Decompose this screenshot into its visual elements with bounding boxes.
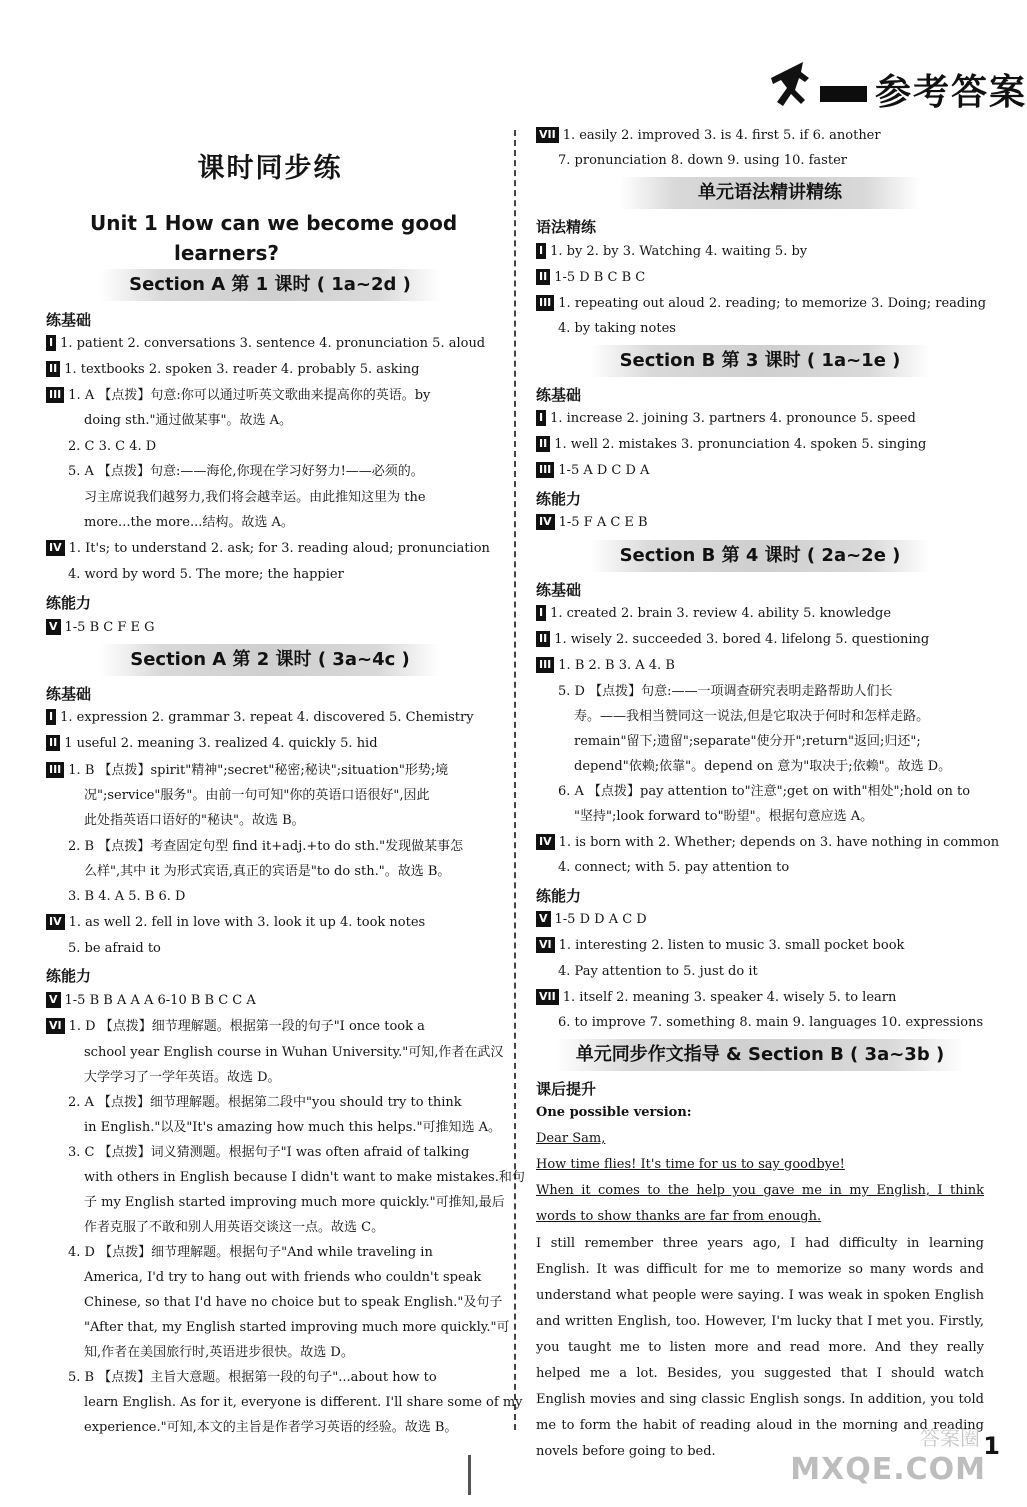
answer-line: 习主席说我们越努力,我们将会越幸运。由此推知这里为 the <box>84 490 426 505</box>
answer-line: 5. be afraid to <box>68 941 161 956</box>
subheading: 练能力 <box>46 967 92 985</box>
answer-line: 3. B 4. A 5. B 6. D <box>68 889 186 904</box>
roman-numeral: I <box>536 243 546 259</box>
answer-line: 2. B 【点拨】考查固定句型 find it+adj.+to do sth."发现做某事怎 <box>68 839 464 854</box>
answer-line: III 1. A 【点拨】句意:你可以通过听英文歌曲来提高你的英语。by <box>46 386 430 406</box>
answer-line: 2. A 【点拨】细节理解题。根据第二段中"you should try to think <box>68 1095 462 1110</box>
banner-title: 参考答案 <box>867 64 1000 115</box>
subheading: 练基础 <box>536 581 582 599</box>
roman-numeral: III <box>536 462 554 478</box>
answer-line: 作者克服了不敢和别人用英语交谈这一点。故选 C。 <box>84 1220 385 1235</box>
answer-line: 寿。——我相当赞同这一说法,但是它取决于何时和怎样走路。 <box>574 709 930 724</box>
answer-line: III 1. repeating out aloud 2. reading; to memorize 3. Doing; reading <box>536 294 986 314</box>
answer-line: in English."以及"It's amazing how much this helps."可推知选 A。 <box>84 1120 502 1135</box>
section-heading: Section B 第 4 课时 ( 2a~2e ) <box>590 540 930 572</box>
answer-line: 5. A 【点拨】句意:——海伦,你现在学习好努力!——必须的。 <box>68 464 424 479</box>
answer-line: 况";service"服务"。由前一句可知"你的英语口语很好",因此 <box>84 788 430 803</box>
unit-title <box>90 208 457 268</box>
answer-line: Chinese, so that I'd have no choice but to speak English."及句子 <box>84 1295 503 1310</box>
section-heading: 单元同步作文指导 & Section B ( 3a~3b ) <box>556 1039 964 1071</box>
roman-numeral: IV <box>536 514 555 530</box>
answer-line: 4. word by word 5. The more; the happier <box>68 567 344 582</box>
subheading: 练基础 <box>46 685 92 703</box>
subheading: 练基础 <box>46 311 92 329</box>
roman-numeral: IV <box>46 914 65 930</box>
answer-line: 4. by taking notes <box>558 321 676 336</box>
header-banner <box>765 60 1027 125</box>
answer-line: "After that, my English started improving much more quickly."可 <box>84 1320 510 1335</box>
essay-highlight: How time flies! It's time for us to say goodbye! <box>536 1157 845 1172</box>
answer-line: III 1-5 A D C D A <box>536 461 649 481</box>
answer-line: 子 my English started improving much more quickly."可推知,最后 <box>84 1195 505 1210</box>
answer-line: II 1-5 D B C B C <box>536 268 645 288</box>
answer-line: school year English course in Wuhan University."可知,作者在武汉 <box>84 1045 504 1060</box>
section-heading: Section A 第 1 课时 ( 1a~2d ) <box>100 269 440 301</box>
roman-numeral: V <box>46 992 61 1008</box>
answer-line: II 1. wisely 2. succeeded 3. bored 4. lifelong 5. questioning <box>536 630 929 650</box>
roman-numeral: III <box>536 295 554 311</box>
answer-line: IV 1. as well 2. fell in love with 3. look it up 4. took notes <box>46 913 425 933</box>
roman-numeral: II <box>46 361 60 377</box>
answer-line: V 1-5 B C F E G <box>46 618 155 638</box>
watermark: MXQE.COM <box>790 1452 986 1487</box>
answer-line: VII 1. itself 2. meaning 3. speaker 4. wisely 5. to learn <box>536 988 896 1008</box>
answer-line: 此处指英语口语好的"秘诀"。故选 B。 <box>84 813 305 828</box>
roman-numeral: I <box>536 410 546 426</box>
answer-line: VI 1. interesting 2. listen to music 3. small pocket book <box>536 936 904 956</box>
watermark-sub: 答案圈 <box>920 1426 980 1450</box>
answer-line: doing sth."通过做某事"。故选 A。 <box>84 413 293 428</box>
section-heading: Section B 第 3 课时 ( 1a~1e ) <box>590 345 930 377</box>
answer-line: I 1. patient 2. conversations 3. sentence 4. pronunciation 5. aloud <box>46 334 485 354</box>
runner-figure-icon <box>765 60 825 124</box>
column-divider <box>514 130 516 1430</box>
answer-line: I 1. by 2. by 3. Watching 4. waiting 5. by <box>536 242 807 262</box>
roman-numeral: II <box>536 269 550 285</box>
answer-line: IV 1. It's; to understand 2. ask; for 3. reading aloud; pronunciation <box>46 539 490 559</box>
section-heading: Section A 第 2 课时 ( 3a~4c ) <box>100 644 440 676</box>
subheading: 练能力 <box>46 594 92 612</box>
essay-body: I still remember three years ago, I had difficulty in learning English. It was difficult for me to memorize so many words and understand what people were saying. I was weak in spoken English and written English, too. However, I'm lucky that I met you. Firstly, you taught me to listen more and read more. And they really helped me a lot. Besides, you suggested that I should watch English movies and sing classic English songs. In addition, you told me to form the habit of reading aloud in the morning and reading novels before going to bed. <box>536 1236 984 1459</box>
answer-line: IV 1-5 F A C E B <box>536 513 648 533</box>
roman-numeral: II <box>536 436 550 452</box>
essay-greeting: Dear Sam, <box>536 1131 606 1146</box>
roman-numeral: I <box>46 709 56 725</box>
subheading: 课后提升 <box>536 1080 597 1098</box>
answer-line: remain"留下;遗留";separate"使分开";return"返回;归还"; <box>574 734 921 749</box>
answer-line: depend"依赖;依靠"。depend on 意为"取决于;依赖"。故选 D。 <box>574 759 952 774</box>
answer-line: II 1. well 2. mistakes 3. pronunciation 4. spoken 5. singing <box>536 435 926 455</box>
answer-line: VII 1. easily 2. improved 3. is 4. first 5. if 6. another <box>536 126 881 146</box>
answer-line: "坚持";look forward to"盼望"。根据句意应选 A。 <box>574 809 874 824</box>
roman-numeral: IV <box>536 834 555 850</box>
answer-line: 4. Pay attention to 5. just do it <box>558 964 758 979</box>
roman-numeral: VI <box>536 937 555 953</box>
answer-line: 5. D 【点拨】句意:——一项调查研究表明走路帮助人们长 <box>558 684 893 699</box>
answer-line: 3. C 【点拨】词义猜测题。根据句子"I was often afraid of talking <box>68 1145 470 1160</box>
answer-line: 5. B 【点拨】主旨大意题。根据第一段的句子"...about how to <box>68 1370 437 1385</box>
roman-numeral: VII <box>536 989 559 1005</box>
answer-line: I 1. expression 2. grammar 3. repeat 4. discovered 5. Chemistry <box>46 708 474 728</box>
roman-numeral: VII <box>536 127 559 143</box>
page-number: 1 <box>983 1432 1000 1460</box>
roman-numeral: II <box>46 735 60 751</box>
answer-line: V 1-5 D D A C D <box>536 910 647 930</box>
answer-line: 4. connect; with 5. pay attention to <box>558 860 790 875</box>
answer-line: II 1 useful 2. meaning 3. realized 4. quickly 5. hid <box>46 734 378 754</box>
answer-line: experience."可知,本文的主旨是作者学习英语的经验。故选 B。 <box>84 1420 458 1435</box>
answer-line: with others in English because I didn't want to make mistakes.和句 <box>84 1170 525 1185</box>
answer-line: 6. A 【点拨】pay attention to"注意";get on with"相处";hold on to <box>558 784 971 799</box>
roman-numeral: I <box>536 605 546 621</box>
answer-line: VI 1. D 【点拨】细节理解题。根据第一段的句子"I once took a <box>46 1017 425 1037</box>
subheading: 语法精练 <box>536 218 597 236</box>
answer-line: I 1. created 2. brain 3. review 4. ability 5. knowledge <box>536 604 891 624</box>
subheading: 练能力 <box>536 490 582 508</box>
answer-line: 7. pronunciation 8. down 9. using 10. faster <box>558 153 847 168</box>
roman-numeral: IV <box>46 540 65 556</box>
roman-numeral: III <box>46 762 64 778</box>
roman-numeral: III <box>46 387 64 403</box>
essay-label: One possible version: <box>536 1105 692 1120</box>
roman-numeral: V <box>536 911 551 927</box>
subheading: 练基础 <box>536 386 582 404</box>
answer-line: 大学学习了一学年英语。故选 D。 <box>84 1070 281 1085</box>
answer-line: II 1. textbooks 2. spoken 3. reader 4. probably 5. asking <box>46 360 419 380</box>
answer-line: I 1. increase 2. joining 3. partners 4. pronounce 5. speed <box>536 409 916 429</box>
answer-line: 2. C 3. C 4. D <box>68 439 157 454</box>
roman-numeral: II <box>536 631 550 647</box>
answer-line: more...the more...结构。故选 A。 <box>84 515 294 530</box>
answer-line: IV 1. is born with 2. Whether; depends on 3. have nothing in common <box>536 833 999 853</box>
answer-line: 6. to improve 7. something 8. main 9. languages 10. expressions <box>558 1015 984 1030</box>
answer-line: III 1. B 【点拨】spirit"精神";secret"秘密;秘诀";situation"形势;境 <box>46 761 448 781</box>
roman-numeral: I <box>46 335 56 351</box>
unit-title-line1: Unit 1 How can we become good <box>90 211 458 235</box>
roman-numeral: III <box>536 657 554 673</box>
answer-line: III 1. B 2. B 3. A 4. B <box>536 656 675 676</box>
answer-line: V 1-5 B B A A A 6-10 B B C C A <box>46 991 256 1011</box>
subheading: 练能力 <box>536 887 582 905</box>
roman-numeral: VI <box>46 1018 65 1034</box>
answer-line: 4. D 【点拨】细节理解题。根据句子"And while traveling in <box>68 1245 433 1260</box>
section-heading: 单元语法精讲精练 <box>620 177 920 209</box>
roman-numeral: V <box>46 619 61 635</box>
answer-line: 么样",其中 it 为形式宾语,真正的宾语是"to do sth."。故选 B。 <box>84 864 451 879</box>
answer-line: 知,作者在美国旅行时,英语进步很快。故选 D。 <box>84 1345 354 1360</box>
page-mark <box>468 1455 471 1495</box>
answer-line: learn English. As for it, everyone is different. I'll share some of my <box>84 1395 523 1410</box>
essay-highlight: When it comes to the help you gave me in my English, I think words to show thanks are far from enough. <box>536 1183 984 1224</box>
unit-title-line2: learners? <box>174 241 279 265</box>
page-title: 课时同步练 <box>197 153 343 184</box>
answer-line: America, I'd try to hang out with friends who couldn't speak <box>84 1270 482 1285</box>
